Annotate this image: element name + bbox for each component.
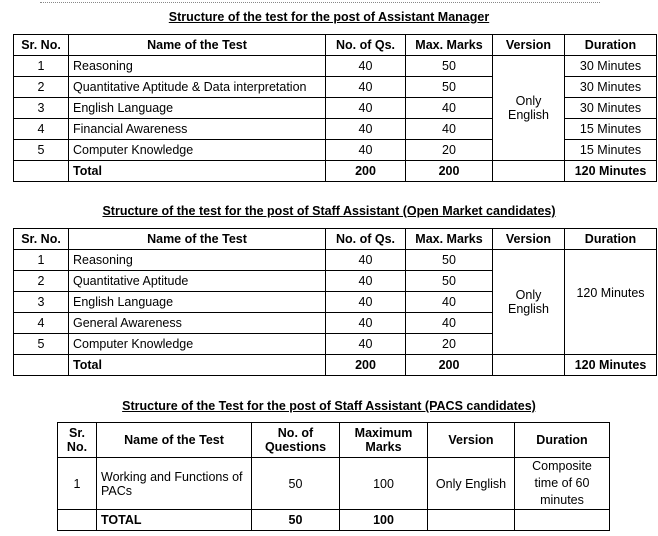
test-name-cell: Computer Knowledge xyxy=(69,334,326,355)
sr-no-cell: 3 xyxy=(14,98,69,119)
duration-cell: 30 Minutes xyxy=(565,77,657,98)
marks-cell: 40 xyxy=(406,119,493,140)
questions-cell: 40 xyxy=(326,334,406,355)
sr-no-cell: 2 xyxy=(14,77,69,98)
table-header-row xyxy=(58,423,610,458)
table1-title: Structure of the test for the post of Assistant Manager xyxy=(168,10,490,24)
cut-off-text-line xyxy=(40,0,600,3)
marks-cell: 100 xyxy=(340,458,428,510)
total-marks: 100 xyxy=(340,510,428,531)
table2-title: Structure of the test for the post of Staff Assistant (Open Market candidates) xyxy=(102,204,556,218)
header-duration: Duration xyxy=(565,35,657,56)
header-sr-no: Sr. No. xyxy=(14,229,69,250)
total-duration: 120 Minutes xyxy=(565,355,657,376)
empty-cell xyxy=(493,355,565,376)
total-label: TOTAL xyxy=(97,510,252,531)
header-version: Version xyxy=(493,229,565,250)
assistant-manager-test-table xyxy=(13,34,657,182)
empty-cell xyxy=(428,510,515,531)
header-sr-no: Sr. No. xyxy=(14,35,69,56)
test-name-cell: Working and Functions of PACs xyxy=(97,458,252,510)
table-row xyxy=(58,458,610,510)
test-name-cell: English Language xyxy=(69,98,326,119)
table-header-row xyxy=(14,35,657,56)
total-label: Total xyxy=(69,161,326,182)
questions-cell: 40 xyxy=(326,292,406,313)
sr-no-cell: 1 xyxy=(14,250,69,271)
table-row xyxy=(14,250,657,271)
header-test-name: Name of the Test xyxy=(69,229,326,250)
test-name-cell: Quantitative Aptitude xyxy=(69,271,326,292)
questions-cell: 40 xyxy=(326,250,406,271)
header-duration: Duration xyxy=(515,423,610,458)
empty-cell xyxy=(14,161,69,182)
version-cell: Only English xyxy=(493,56,565,161)
header-version: Version xyxy=(428,423,515,458)
sr-no-cell: 2 xyxy=(14,271,69,292)
sr-no-cell: 5 xyxy=(14,334,69,355)
header-questions: No. of Qs. xyxy=(326,35,406,56)
staff-assistant-open-market-table xyxy=(13,228,657,376)
sr-no-cell: 1 xyxy=(14,56,69,77)
empty-cell xyxy=(58,510,97,531)
test-name-cell: Financial Awareness xyxy=(69,119,326,140)
version-cell: Only English xyxy=(493,250,565,355)
empty-cell xyxy=(493,161,565,182)
table-row xyxy=(14,56,657,77)
total-duration: 120 Minutes xyxy=(565,161,657,182)
marks-cell: 50 xyxy=(406,56,493,77)
total-questions: 50 xyxy=(252,510,340,531)
table3-title: Structure of the Test for the post of Staff Assistant (PACS candidates) xyxy=(122,399,536,413)
total-row xyxy=(58,510,610,531)
duration-cell: 30 Minutes xyxy=(565,98,657,119)
sr-no-cell: 4 xyxy=(14,313,69,334)
total-questions: 200 xyxy=(326,161,406,182)
total-label: Total xyxy=(69,355,326,376)
header-questions: No. of Questions xyxy=(252,423,340,458)
questions-cell: 40 xyxy=(326,271,406,292)
duration-cell: 30 Minutes xyxy=(565,56,657,77)
questions-cell: 40 xyxy=(326,140,406,161)
questions-cell: 40 xyxy=(326,313,406,334)
marks-cell: 50 xyxy=(406,77,493,98)
table-header-row xyxy=(14,229,657,250)
marks-cell: 40 xyxy=(406,292,493,313)
marks-cell: 50 xyxy=(406,250,493,271)
staff-assistant-pacs-table xyxy=(57,422,610,531)
sr-no-cell: 4 xyxy=(14,119,69,140)
header-marks: Max. Marks xyxy=(406,229,493,250)
duration-cell: Composite time of 60 minutes xyxy=(515,458,610,510)
test-name-cell: Reasoning xyxy=(69,56,326,77)
test-name-cell: Reasoning xyxy=(69,250,326,271)
empty-cell xyxy=(515,510,610,531)
marks-cell: 40 xyxy=(406,313,493,334)
questions-cell: 40 xyxy=(326,98,406,119)
test-name-cell: English Language xyxy=(69,292,326,313)
version-cell: Only English xyxy=(428,458,515,510)
duration-cell: 120 Minutes xyxy=(565,250,657,355)
marks-cell: 20 xyxy=(406,140,493,161)
test-name-cell: Computer Knowledge xyxy=(69,140,326,161)
sr-no-cell: 1 xyxy=(58,458,97,510)
total-row xyxy=(14,161,657,182)
total-questions: 200 xyxy=(326,355,406,376)
header-marks: Maximum Marks xyxy=(340,423,428,458)
marks-cell: 40 xyxy=(406,98,493,119)
header-version: Version xyxy=(493,35,565,56)
marks-cell: 50 xyxy=(406,271,493,292)
header-sr-no: Sr. No. xyxy=(58,423,97,458)
header-test-name: Name of the Test xyxy=(97,423,252,458)
questions-cell: 40 xyxy=(326,56,406,77)
test-name-cell: General Awareness xyxy=(69,313,326,334)
sr-no-cell: 3 xyxy=(14,292,69,313)
marks-cell: 20 xyxy=(406,334,493,355)
duration-cell: 15 Minutes xyxy=(565,119,657,140)
header-duration: Duration xyxy=(565,229,657,250)
test-name-cell: Quantitative Aptitude & Data interpretation xyxy=(69,77,326,98)
duration-cell: 15 Minutes xyxy=(565,140,657,161)
total-marks: 200 xyxy=(406,161,493,182)
header-marks: Max. Marks xyxy=(406,35,493,56)
sr-no-cell: 5 xyxy=(14,140,69,161)
header-questions: No. of Qs. xyxy=(326,229,406,250)
empty-cell xyxy=(14,355,69,376)
total-row xyxy=(14,355,657,376)
questions-cell: 40 xyxy=(326,77,406,98)
header-test-name: Name of the Test xyxy=(69,35,326,56)
questions-cell: 40 xyxy=(326,119,406,140)
questions-cell: 50 xyxy=(252,458,340,510)
total-marks: 200 xyxy=(406,355,493,376)
